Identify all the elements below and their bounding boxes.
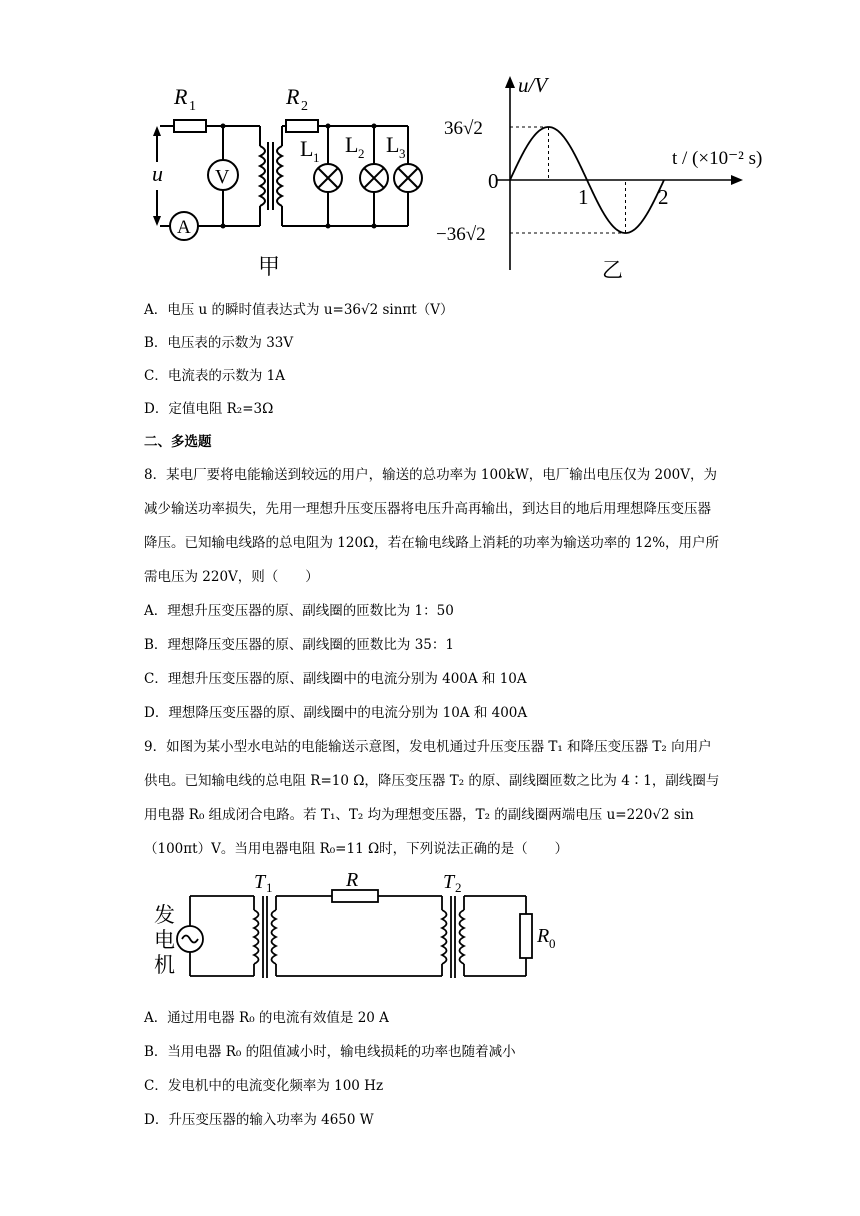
- q8-option-c: C．理想升压变压器的原、副线圈中的电流分别为 400A 和 10A: [144, 671, 527, 687]
- q7-option-c: C．电流表的示数为 1A: [144, 368, 285, 384]
- figure-jia-circuit: [140, 80, 440, 280]
- q8-option-b: B．理想降压变压器的原、副线圈的匝数比为 35：1: [144, 637, 454, 653]
- q7-option-a: A．电压 u 的瞬时值表达式为 u=36√2 sinπt（V）: [144, 302, 454, 318]
- l3-sub: 3: [399, 146, 406, 161]
- q9-option-b: B．当用电器 R₀ 的阻值减小时，输电线损耗的功率也随着减小: [144, 1044, 516, 1060]
- r2-label: R: [286, 84, 300, 109]
- q8-option-a: A．理想升压变压器的原、副线圈的匝数比为 1：50: [144, 603, 454, 619]
- generator-label-3: 机: [154, 953, 175, 977]
- x-tick-1: 1: [578, 185, 589, 209]
- generator-label-1: 发: [154, 903, 175, 927]
- resistor-r: [332, 890, 378, 902]
- q9-option-c: C．发电机中的电流变化频率为 100 Hz: [144, 1078, 384, 1094]
- l1-sub: 1: [313, 150, 320, 165]
- l2-sub: 2: [358, 146, 365, 161]
- ammeter-label: A: [177, 217, 191, 238]
- t2-label: T: [443, 871, 455, 893]
- y-axis-label: u/V: [518, 73, 548, 97]
- resistor-r1: [174, 120, 206, 132]
- y-zero-tick: 0: [488, 169, 499, 193]
- resistor-r0: [520, 914, 532, 958]
- q7-option-d: D．定值电阻 R₂=3Ω: [144, 401, 274, 417]
- figure-transmission-circuit: [150, 866, 570, 986]
- l2-label: L: [345, 132, 359, 157]
- section-heading: 二、多选题: [144, 434, 212, 450]
- generator-label-2: 电: [154, 928, 175, 952]
- figure-jia-caption: 甲: [258, 254, 281, 279]
- r-label: R: [346, 869, 359, 891]
- resistor-r2: [286, 120, 318, 132]
- t1-sub: 1: [266, 880, 273, 895]
- t1-label: T: [254, 871, 266, 893]
- figure-yi-graph: [430, 70, 800, 285]
- q8-option-d: D．理想降压变压器的原、副线圈中的电流分别为 10A 和 400A: [144, 705, 528, 721]
- u-label: u: [152, 161, 163, 186]
- voltmeter-label: V: [215, 166, 230, 188]
- y-min-tick: −36√2: [436, 224, 486, 245]
- r0-label: R: [537, 925, 550, 947]
- figure-yi-caption: 乙: [602, 258, 623, 282]
- r2-sub: 2: [301, 99, 308, 114]
- q7-option-b: B．电压表的示数为 33V: [144, 335, 294, 351]
- l1-label: L: [300, 136, 314, 161]
- q9-option-d: D．升压变压器的输入功率为 4650 W: [144, 1112, 374, 1128]
- q9-stem: 9．如图为某小型水电站的电能输送示意图，发电机通过升压变压器 T₁ 和降压变压器 T₂ 向用户供电。已知输电线的总电阻 R=10 Ω，降压变压器 T₂ 的原、副线圈匝数之比为 4∶1，副线圈与用电器 R₀ 组成闭合电路。若 T₁、T₂ 均为理想变压器，T₂ 的副线圈两端电压 u=220√2 sin（100πt）V。当用电器电阻 R₀=11 Ω时，下列说法正确的是（ ）: [144, 739, 720, 857]
- x-tick-2: 2: [658, 185, 669, 209]
- t2-sub: 2: [455, 880, 462, 895]
- r0-sub: 0: [549, 936, 556, 951]
- r1-sub: 1: [189, 99, 196, 114]
- q8-stem: 8．某电厂要将电能输送到较远的用户，输送的总功率为 100kW，电厂输出电压仅为 200V，为减少输送功率损失，先用一理想升压变压器将电压升高再输出，到达目的地后用理想降压变压器降压。已知输电线路的总电阻为 120Ω，若在输电线路上消耗的功率为输送功率的 12%，用户所需电压为 220V，则（ ）: [144, 467, 720, 585]
- q9-option-a: A．通过用电器 R₀ 的电流有效值是 20 A: [144, 1010, 389, 1026]
- l3-label: L: [386, 132, 400, 157]
- r1-label: R: [174, 84, 188, 109]
- y-max-tick: 36√2: [444, 118, 483, 139]
- x-axis-label: t / (×10⁻² s): [672, 148, 763, 169]
